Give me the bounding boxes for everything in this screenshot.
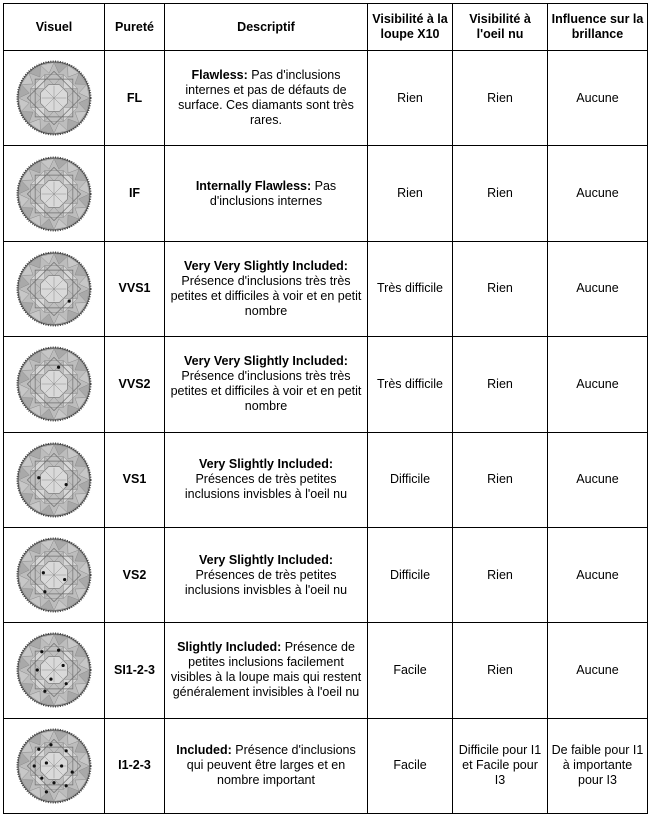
eye-visibility-cell: Difficile pour I1 et Facile pour I3 (453, 718, 548, 813)
inclusion-mark (40, 776, 43, 779)
table-row (4, 146, 648, 241)
visual-cell (4, 51, 105, 146)
inclusion-mark (63, 578, 66, 581)
loupe-visibility-cell: Rien (368, 146, 453, 241)
visual-cell (4, 432, 105, 527)
grade-term: Internally Flawless: (195, 178, 312, 193)
brilliance-influence-cell: Aucune (548, 146, 648, 241)
grade-term: Very Very Slightly Included: (184, 354, 348, 369)
inclusion-mark (65, 784, 68, 787)
table-row (4, 527, 648, 622)
diamond-diagram-icon (16, 156, 92, 232)
inclusion-mark (33, 764, 36, 767)
inclusion-mark (45, 790, 48, 793)
grade-description: Présence d'inclusions qui peuvent être larges et en nombre important (186, 743, 356, 788)
diamond-diagram-icon (16, 632, 92, 708)
brilliance-influence-cell: Aucune (548, 432, 648, 527)
description-cell (165, 527, 368, 622)
grade-term: Flawless: (191, 68, 248, 83)
inclusion-mark (68, 299, 71, 302)
grade-cell: I1-2-3 (105, 718, 165, 813)
grade-description: Présence de petites inclusions facilement visibles à la loupe mais qui restent généralement invisibles à l'oeil nu (170, 640, 362, 700)
header-description: Descriptif (165, 4, 368, 51)
diamond-diagram-icon (16, 251, 92, 327)
brilliance-influence-cell: Aucune (548, 51, 648, 146)
inclusion-mark (65, 683, 68, 686)
inclusion-mark (71, 770, 74, 773)
grade-description: Pas d'inclusions internes (209, 178, 337, 208)
visual-cell (4, 718, 105, 813)
eye-visibility-cell: Rien (453, 337, 548, 432)
table-row (4, 718, 648, 813)
inclusion-mark (49, 678, 52, 681)
grade-description: Présence d'inclusions très très petites et difficiles à voir et en petit nombre (170, 273, 362, 318)
description-cell (165, 51, 368, 146)
description-cell (165, 241, 368, 336)
header-loupe-visibility: Visibilité à la loupe X10 (368, 4, 453, 51)
grade-term: Very Slightly Included: (198, 457, 334, 472)
diamond-diagram-icon (16, 537, 92, 613)
inclusion-mark (43, 590, 46, 593)
grade-cell: VVS2 (105, 337, 165, 432)
loupe-visibility-cell: Rien (368, 51, 453, 146)
brilliance-influence-cell: De faible pour I1 à importante pour I3 (548, 718, 648, 813)
header-brilliance-influence: Influence sur la brillance (548, 4, 648, 51)
eye-visibility-cell: Rien (453, 527, 548, 622)
table-row (4, 51, 648, 146)
grade-description: Présence d'inclusions très très petites et difficiles à voir et en petit nombre (170, 369, 362, 414)
grade-description: Pas d'inclusions internes et pas de défauts de surface. Ces diamants sont très rares. (178, 68, 354, 128)
header-grade: Pureté (105, 4, 165, 51)
inclusion-mark (43, 690, 46, 693)
loupe-visibility-cell: Difficile (368, 432, 453, 527)
description-cell (165, 146, 368, 241)
description-cell (165, 432, 368, 527)
grade-description: Présences de très petites inclusions invisbles à l'oeil nu (184, 472, 348, 502)
description-cell (165, 718, 368, 813)
header-eye-visibility: Visibilité à l'oeil nu (453, 4, 548, 51)
brilliance-influence-cell: Aucune (548, 623, 648, 718)
diamond-diagram-icon (16, 442, 92, 518)
visual-cell (4, 623, 105, 718)
inclusion-mark (52, 781, 55, 784)
grade-cell: VS1 (105, 432, 165, 527)
inclusion-mark (62, 664, 65, 667)
table-row (4, 241, 648, 336)
table-row (4, 623, 648, 718)
inclusion-mark (42, 571, 45, 574)
header-visual: Visuel (4, 4, 105, 51)
diamond-diagram-icon (16, 728, 92, 804)
header-row (4, 4, 648, 51)
inclusion-mark (57, 366, 60, 369)
visual-cell (4, 527, 105, 622)
visual-cell (4, 241, 105, 336)
table-row (4, 432, 648, 527)
loupe-visibility-cell: Difficile (368, 527, 453, 622)
brilliance-influence-cell: Aucune (548, 527, 648, 622)
loupe-visibility-cell: Très difficile (368, 337, 453, 432)
grade-cell: FL (105, 51, 165, 146)
inclusion-mark (37, 476, 40, 479)
grade-cell: IF (105, 146, 165, 241)
diamond-diagram-icon (16, 346, 92, 422)
loupe-visibility-cell: Facile (368, 623, 453, 718)
grade-cell: SI1-2-3 (105, 623, 165, 718)
brilliance-influence-cell: Aucune (548, 241, 648, 336)
clarity-table (3, 3, 648, 814)
eye-visibility-cell: Rien (453, 241, 548, 336)
inclusion-mark (57, 649, 60, 652)
grade-term: Slightly Included: (177, 640, 282, 655)
inclusion-mark (36, 669, 39, 672)
inclusion-mark (40, 651, 43, 654)
visual-cell (4, 146, 105, 241)
inclusion-mark (37, 747, 40, 750)
grade-description: Présences de très petites inclusions invisbles à l'oeil nu (184, 567, 348, 597)
eye-visibility-cell: Rien (453, 51, 548, 146)
visual-cell (4, 337, 105, 432)
loupe-visibility-cell: Très difficile (368, 241, 453, 336)
inclusion-mark (45, 761, 48, 764)
grade-cell: VS2 (105, 527, 165, 622)
description-cell (165, 623, 368, 718)
diamond-diagram-icon (16, 60, 92, 136)
grade-cell: VVS1 (105, 241, 165, 336)
eye-visibility-cell: Rien (453, 623, 548, 718)
grade-term: Very Slightly Included: (198, 552, 334, 567)
eye-visibility-cell: Rien (453, 432, 548, 527)
description-cell (165, 337, 368, 432)
eye-visibility-cell: Rien (453, 146, 548, 241)
grade-term: Included: (176, 743, 232, 758)
inclusion-mark (65, 749, 68, 752)
table-row (4, 337, 648, 432)
brilliance-influence-cell: Aucune (548, 337, 648, 432)
inclusion-mark (60, 764, 63, 767)
inclusion-mark (49, 743, 52, 746)
loupe-visibility-cell: Facile (368, 718, 453, 813)
grade-term: Very Very Slightly Included: (184, 258, 348, 273)
inclusion-mark (65, 483, 68, 486)
